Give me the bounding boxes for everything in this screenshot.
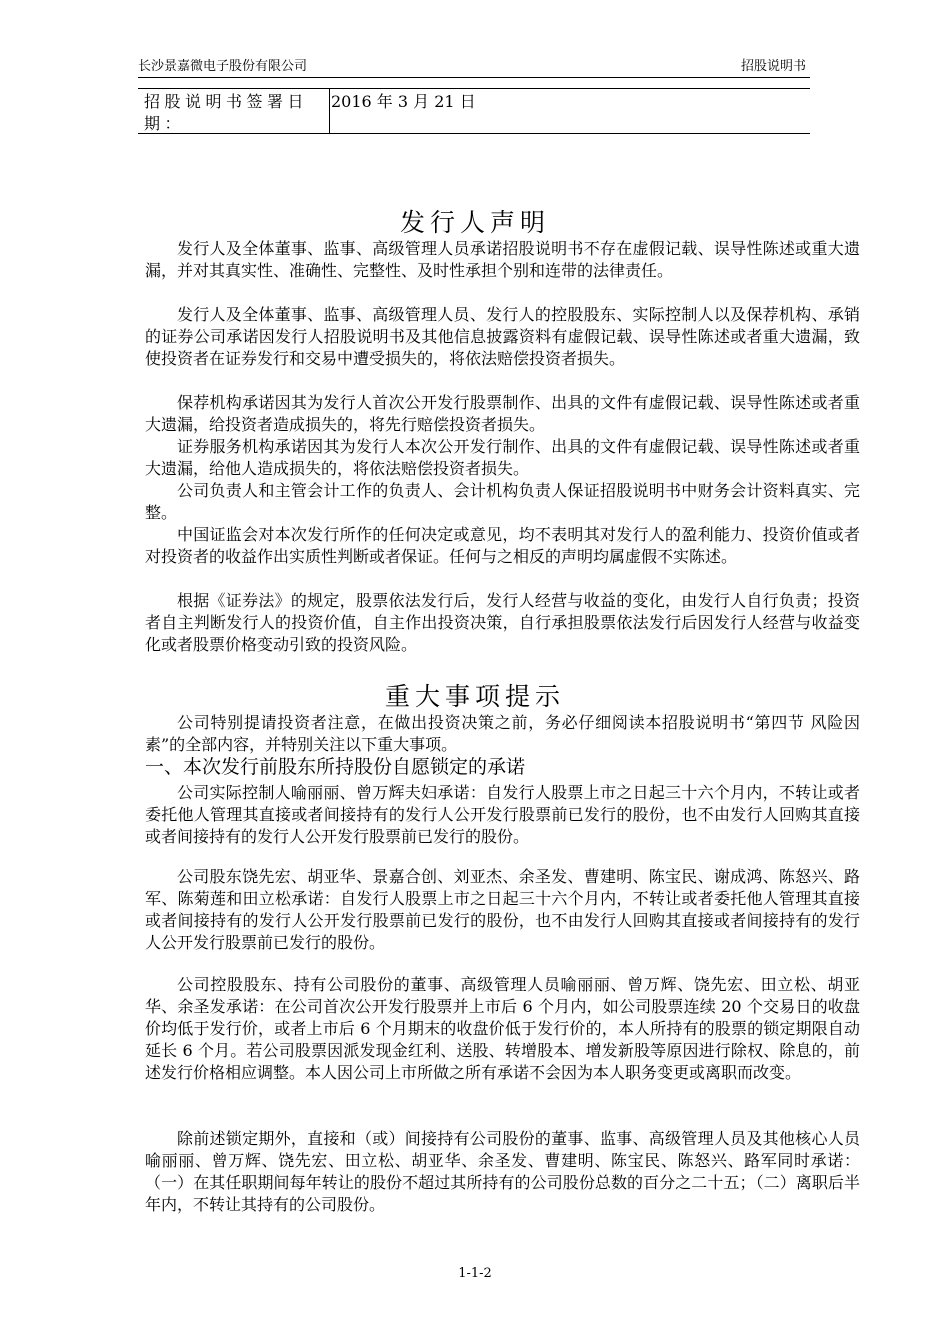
- header-company: 长沙景嘉微电子股份有限公司: [138, 59, 308, 74]
- sign-date-table: [138, 88, 810, 134]
- header-doc-type: 招股说明书: [740, 59, 806, 74]
- notice-paragraph: 除前述锁定期外，直接和（或）间接持有公司股份的董事、监事、高级管理人员及其他核心人员喻丽丽、曾万辉、饶先宏、田立松、胡亚华、余圣发、曹建明、陈宝民、陈怒兴、路军同时承诺：（一）在其任职期间每年转让的股份不超过其所持有的公司股份总数的百分之二十五；（二）离职后半年内，不转让其持有的公司股份。: [145, 1129, 860, 1214]
- declaration-paragraph: 发行人及全体董事、监事、高级管理人员承诺招股说明书不存在虚假记载、误导性陈述或重大遗漏，并对其真实性、准确性、完整性、及时性承担个别和连带的法律责任。: [145, 239, 860, 280]
- declaration-paragraph: 根据《证券法》的规定，股票依法发行后，发行人经营与收益的变化，由发行人自行负责；投资者自主判断发行人的投资价值，自主作出投资决策，自行承担股票依法发行后因发行人经营与收益变化或者股票价格变动引致的投资风险。: [145, 591, 860, 654]
- notice-paragraph: 公司控股股东、持有公司股份的董事、高级管理人员喻丽丽、曾万辉、饶先宏、田立松、胡亚华、余圣发承诺：在公司首次公开发行股票并上市后 6 个月内，如公司股票连续 20 个交易日的收盘价均低于发行价，或者上市后 6 个月期末的收盘价低于发行价的，本人所持有的股票的锁定期限自动延长 6 个月。若公司股票因派发现金红利、送股、转增股本、增发新股等原因进行除权、除息的，前述发行价格相应调整。本人因公司上市所做之所有承诺不会因为本人职务变更或离职而改变。: [145, 975, 860, 1082]
- declaration-paragraph: 公司负责人和主管会计工作的负责人、会计机构负责人保证招股说明书中财务会计资料真实、完整。: [145, 481, 860, 522]
- declaration-paragraph: 证券服务机构承诺因其为发行人本次公开发行制作、出具的文件有虚假记载、误导性陈述或者重大遗漏，给他人造成损失的，将依法赔偿投资者损失。: [145, 437, 860, 478]
- sign-date-value: 2016 年 3 月 21 日: [331, 92, 476, 111]
- notice-intro: 公司特别提请投资者注意，在做出投资决策之前，务必仔细阅读本招股说明书“第四节 风险因素”的全部内容，并特别关注以下重大事项。: [145, 713, 860, 754]
- declaration-title: 发行人声明: [399, 208, 550, 237]
- table-divider: [329, 89, 330, 133]
- declaration-paragraph: 保荐机构承诺因其为发行人首次公开发行股票制作、出具的文件有虚假记载、误导性陈述或者重大遗漏，给投资者造成损失的，将先行赔偿投资者损失。: [145, 393, 860, 434]
- sign-date-label: 招股说明书签署日期：: [144, 92, 309, 133]
- notice-paragraph: 公司股东饶先宏、胡亚华、景嘉合创、刘亚杰、余圣发、曹建明、陈宝民、谢成鸿、陈怒兴、路军、陈菊莲和田立松承诺：自发行人股票上市之日起三十六个月内，不转让或者委托他人管理其直接或者间接持有的发行人公开发行股票前已发行的股份，也不由发行人回购其直接或者间接持有的发行人公开发行股票前已发行的股份。: [145, 867, 860, 952]
- page-header: [138, 57, 810, 78]
- page-number: 1-1-2: [458, 1266, 492, 1281]
- section-heading: 一、本次发行前股东所持股份自愿锁定的承诺: [145, 756, 526, 778]
- notice-title: 重大事项提示: [384, 682, 565, 711]
- declaration-paragraph: 中国证监会对本次发行所作的任何决定或意见，均不表明其对发行人的盈利能力、投资价值或者对投资者的收益作出实质性判断或者保证。任何与之相反的声明均属虚假不实陈述。: [145, 525, 860, 566]
- notice-paragraph: 公司实际控制人喻丽丽、曾万辉夫妇承诺：自发行人股票上市之日起三十六个月内，不转让或者委托他人管理其直接或者间接持有的发行人公开发行股票前已发行的股份，也不由发行人回购其直接或者间接持有的发行人公开发行股票前已发行的股份。: [145, 783, 860, 846]
- declaration-paragraph: 发行人及全体董事、监事、高级管理人员、发行人的控股股东、实际控制人以及保荐机构、承销的证券公司承诺因发行人招股说明书及其他信息披露资料有虚假记载、误导性陈述或者重大遗漏，致使投资者在证券发行和交易中遭受损失的，将依法赔偿投资者损失。: [145, 305, 860, 368]
